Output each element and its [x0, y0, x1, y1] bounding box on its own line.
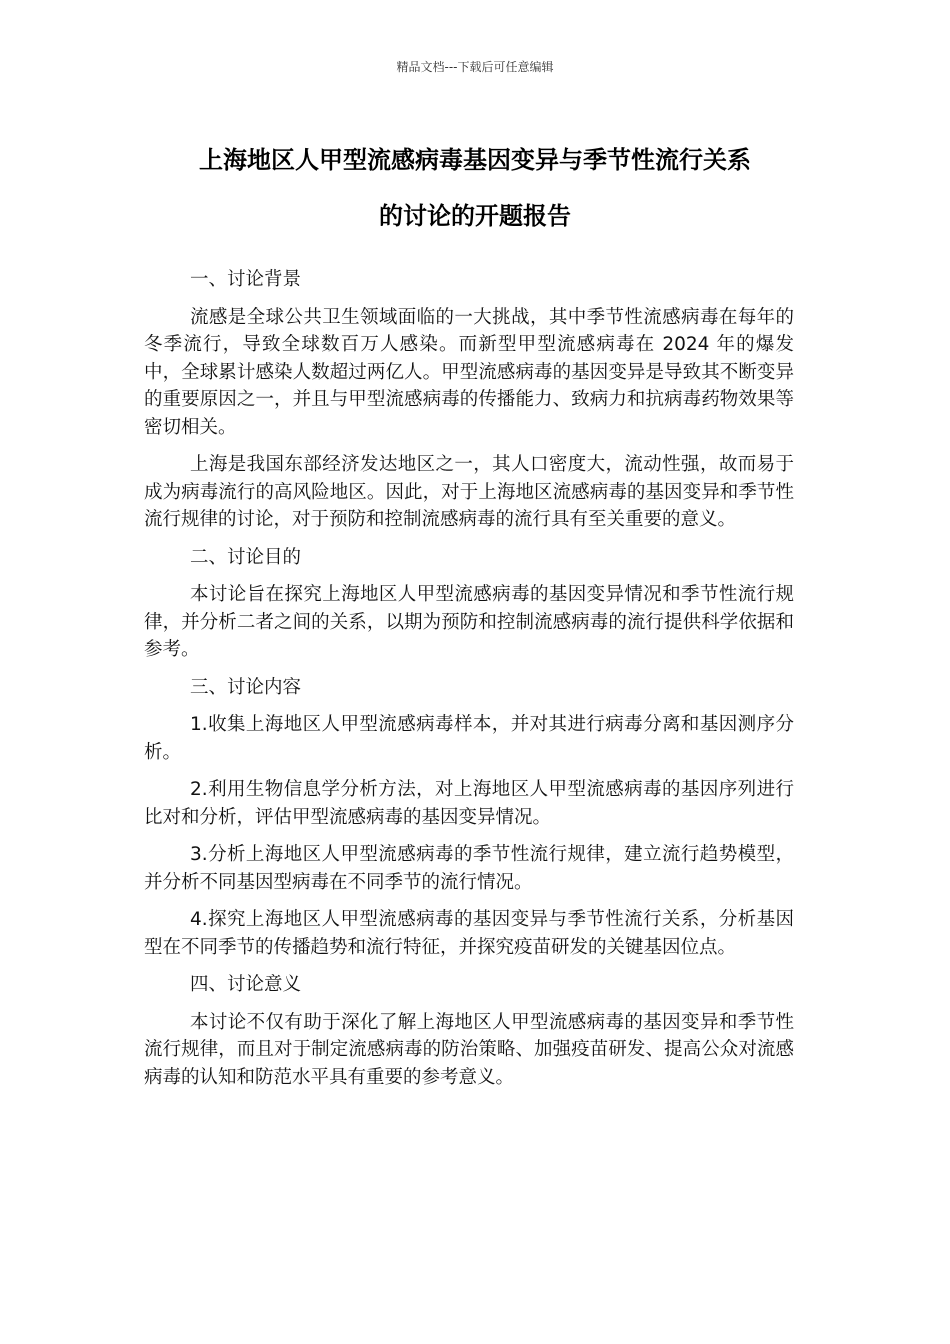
purpose-paragraph: 本讨论旨在探究上海地区人甲型流感病毒的基因变异情况和季节性流行规律，并分析二者之间的关系，以期为预防和控制流感病毒的流行提供科学依据和参考。	[144, 584, 794, 660]
content-item-4: 4.探究上海地区人甲型流感病毒的基因变异与季节性流行关系，分析基因型在不同季节的传播趋势和流行特征，并探究疫苗研发的关键基因位点。	[144, 909, 794, 958]
section-heading-content: 三、讨论内容	[190, 676, 302, 698]
section-heading-background: 一、讨论背景	[190, 269, 302, 290]
section-heading-purpose: 二、讨论目的	[190, 546, 302, 568]
significance-paragraph: 本讨论不仅有助于深化了解上海地区人甲型流感病毒的基因变异和季节性流行规律，而且对于制定流感病毒的防治策略、加强疫苗研发、提高公众对流感病毒的认知和防范水平具有重要的参考意义。	[144, 1011, 794, 1088]
content-item-3: 3.分析上海地区人甲型流感病毒的季节性流行规律，建立流行趋势模型，并分析不同基因型病毒在不同季节的流行情况。	[144, 844, 794, 893]
document-title	[120, 132, 830, 244]
background-paragraph-1: 流感是全球公共卫生领域面临的一大挑战，其中季节性流感病毒在每年的冬季流行，导致全球数百万人感染。而新型甲型流感病毒在 2024 年的爆发中，全球累计感染人数超过两亿人。甲型流感病毒的基因变异是导致其不断变异的重要原因之一，并且与甲型流感病毒的传播能力、致病力和抗病毒药物效果等密切相关。	[144, 306, 794, 438]
content-item-2: 2.利用生物信息学分析方法，对上海地区人甲型流感病毒的基因序列进行比对和分析，评估甲型流感病毒的基因变异情况。	[144, 779, 794, 828]
document-body	[144, 266, 794, 1101]
background-paragraph-2: 上海是我国东部经济发达地区之一，其人口密度大，流动性强，故而易于成为病毒流行的高风险地区。因此，对于上海地区流感病毒的基因变异和季节性流行规律的讨论，对于预防和控制流感病毒的流行具有至关重要的意义。	[144, 454, 794, 530]
section-heading-significance: 四、讨论意义	[190, 974, 302, 995]
content-item-1: 1.收集上海地区人甲型流感病毒样本，并对其进行病毒分离和基因测序分析。	[144, 714, 794, 763]
title-line-2: 的讨论的开题报告	[379, 202, 571, 230]
header-note: 精品文档---下载后可任意编辑	[396, 60, 554, 74]
title-line-1: 上海地区人甲型流感病毒基因变异与季节性流行关系	[199, 146, 751, 174]
